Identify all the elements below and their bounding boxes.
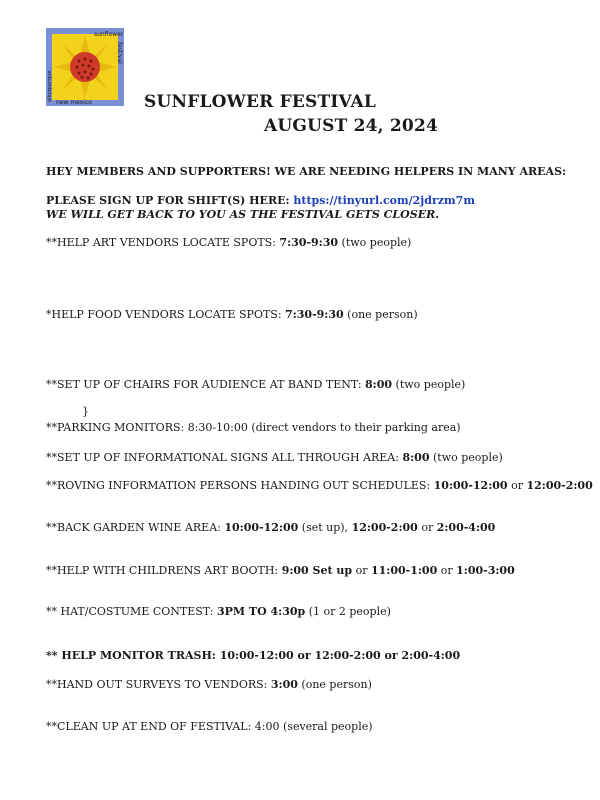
task-label: **HELP WITH CHILDRENS ART BOOTH: [46,564,282,577]
task-label: ** HAT/COSTUME CONTEST: [46,605,217,618]
task-label: **PARKING MONITORS: 8:30-10:00 (direct vendors to their parking area) [46,421,461,434]
task-note: (two people) [338,236,412,249]
task-row [46,479,593,492]
task-label: ** HELP MONITOR TRASH: 10:00-12:00 or 12:00-2:00 or 2:00-4:00 [46,649,461,662]
task-row [46,605,391,618]
task-connector: or [417,521,437,534]
task-label: **HELP ART VENDORS LOCATE SPOTS: [46,236,280,249]
task-connector: or [437,564,457,577]
task-row [46,649,460,662]
task-label: **BACK GARDEN WINE AREA: [46,521,225,534]
logo-text-left: albuquerque [47,70,53,102]
signup-link[interactable]: https://tinyurl.com/2jdrzm7m [293,194,475,207]
logo-text-right: festival [116,42,123,64]
task-label: **SET UP OF INFORMATIONAL SIGNS ALL THROUGH AREA: [46,451,403,464]
task-time: 11:00-1:00 [370,564,438,577]
task-row [46,451,503,464]
task-row [46,236,411,249]
task-time: 3PM TO 4:30p [216,605,306,618]
task-time: 2:00-4:00 [436,521,496,534]
task-row [46,521,495,534]
task-time: 12:00-2:00 [351,521,418,534]
task-label: *HELP FOOD VENDORS LOCATE SPOTS: [46,308,286,321]
task-time: 9:00 Set up [281,564,353,577]
task-time: 3:00 [270,678,298,691]
followup-note: WE WILL GET BACK TO YOU AS THE FESTIVAL GETS CLOSER. [46,208,440,221]
task-time: 7:30-9:30 [279,236,339,249]
stray-mark: } [82,405,89,418]
task-note: (two people) [392,378,466,391]
task-row [46,378,465,391]
task-connector: (set up), [298,521,352,534]
task-time: 1:00-3:00 [456,564,515,577]
task-connector: or [507,479,527,492]
task-row [46,720,373,733]
task-note: (two people) [429,451,503,464]
task-note: (1 or 2 people) [305,605,391,618]
sunflower-festival-logo [46,28,124,106]
task-row [46,308,418,321]
intro-heading: HEY MEMBERS AND SUPPORTERS! WE ARE NEEDING HELPERS IN MANY AREAS: [46,165,567,178]
task-time: 10:00-12:00 [433,479,508,492]
task-connector: or [352,564,371,577]
sunflower-icon [46,28,124,106]
task-time: 8:00 [402,451,430,464]
signup-prefix: PLEASE SIGN UP FOR SHIFT(S) HERE: [46,194,294,207]
task-note: (one person) [343,308,418,321]
task-time: 8:00 [365,378,393,391]
task-row [46,421,461,434]
task-label: **SET UP OF CHAIRS FOR AUDIENCE AT BAND TENT: [46,378,366,391]
task-time: 10:00-12:00 [224,521,299,534]
festival-date: AUGUST 24, 2024 [264,116,439,136]
task-label: **HAND OUT SURVEYS TO VENDORS: [46,678,271,691]
task-note: (one person) [297,678,372,691]
logo-text-bottom: new mexico [56,99,92,106]
logo-text-top: sunflower [94,31,124,38]
task-time: 12:00-2:00 [526,479,593,492]
festival-title: SUNFLOWER FESTIVAL [144,92,377,112]
task-row [46,678,372,691]
signup-line [46,194,475,207]
task-row [46,564,515,577]
task-label: **ROVING INFORMATION PERSONS HANDING OUT SCHEDULES: [46,479,434,492]
task-time: 7:30-9:30 [285,308,344,321]
task-label: **CLEAN UP AT END OF FESTIVAL: 4:00 (several people) [46,720,373,733]
